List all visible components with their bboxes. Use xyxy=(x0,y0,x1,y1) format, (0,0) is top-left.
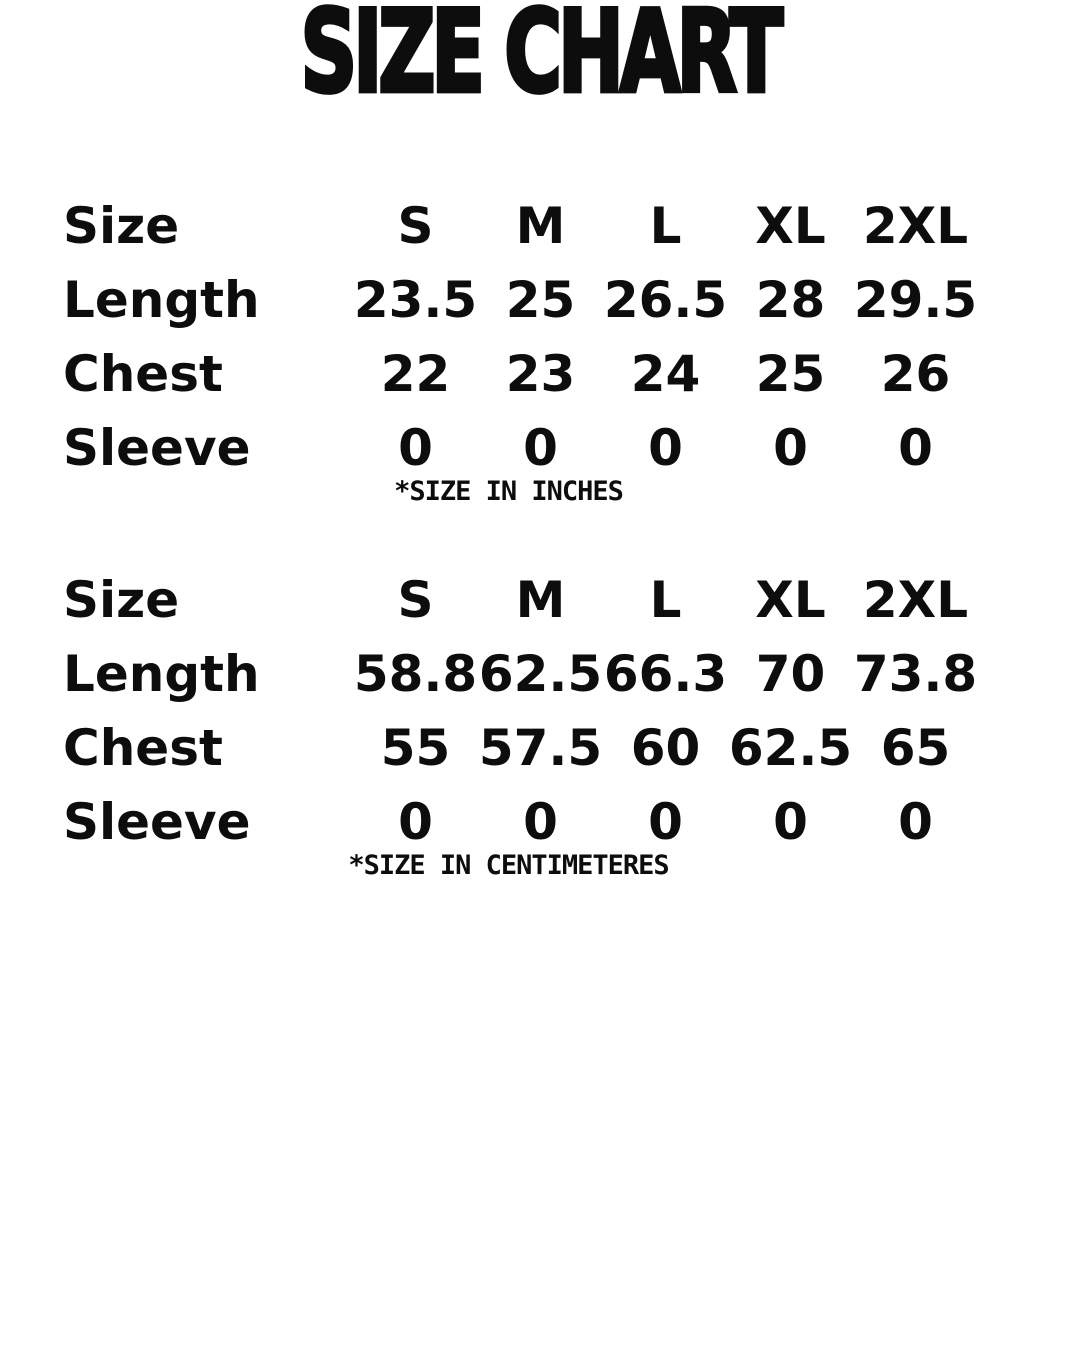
col-header-size-label: Size xyxy=(63,571,180,629)
col-header-s: S xyxy=(397,571,434,629)
value-cell: 29.5 xyxy=(853,271,978,329)
value-cell: 0 xyxy=(648,793,683,851)
row-label-chest: Chest xyxy=(63,719,223,777)
value-cell: 24 xyxy=(630,345,701,403)
header-row xyxy=(0,563,1080,637)
col-header-size-label: Size xyxy=(63,197,180,255)
value-cell: 0 xyxy=(398,419,433,477)
page-title: SIZE CHART xyxy=(300,0,780,119)
value-cell: 25 xyxy=(755,345,826,403)
row-label-length: Length xyxy=(63,271,260,329)
unit-note-centimeters: *SIZE IN CENTIMETERES xyxy=(348,850,669,881)
value-cell: 0 xyxy=(398,793,433,851)
value-cell: 0 xyxy=(773,793,808,851)
col-header-l: L xyxy=(649,197,682,255)
value-cell: 55 xyxy=(380,719,451,777)
value-cell: 0 xyxy=(898,419,933,477)
col-header-s: S xyxy=(397,197,434,255)
row-sleeve xyxy=(0,411,1080,485)
row-length xyxy=(0,263,1080,337)
row-chest xyxy=(0,711,1080,785)
value-cell: 60 xyxy=(630,719,701,777)
header-row xyxy=(0,189,1080,263)
col-header-m: M xyxy=(515,571,566,629)
value-cell: 26.5 xyxy=(603,271,728,329)
col-header-m: M xyxy=(515,197,566,255)
value-cell: 25 xyxy=(505,271,576,329)
value-cell: 26 xyxy=(880,345,951,403)
size-table-inches xyxy=(0,189,1080,507)
value-cell: 0 xyxy=(773,419,808,477)
row-sleeve xyxy=(0,785,1080,859)
col-header-2xl: 2XL xyxy=(862,197,969,255)
value-cell: 23.5 xyxy=(353,271,478,329)
value-cell: 62.5 xyxy=(478,645,603,703)
row-label-sleeve: Sleeve xyxy=(63,793,251,851)
col-header-xl: XL xyxy=(755,571,826,629)
value-cell: 0 xyxy=(898,793,933,851)
value-cell: 66.3 xyxy=(603,645,728,703)
value-cell: 58.8 xyxy=(353,645,478,703)
size-table-centimeters xyxy=(0,563,1080,881)
value-cell: 28 xyxy=(755,271,826,329)
col-header-xl: XL xyxy=(755,197,826,255)
unit-note-inches: *SIZE IN INCHES xyxy=(394,476,623,507)
row-label-chest: Chest xyxy=(63,345,223,403)
value-cell: 23 xyxy=(505,345,576,403)
row-chest xyxy=(0,337,1080,411)
col-header-l: L xyxy=(649,571,682,629)
value-cell: 0 xyxy=(523,419,558,477)
value-cell: 0 xyxy=(523,793,558,851)
col-header-2xl: 2XL xyxy=(862,571,969,629)
value-cell: 65 xyxy=(880,719,951,777)
row-label-length: Length xyxy=(63,645,260,703)
value-cell: 22 xyxy=(380,345,451,403)
value-cell: 73.8 xyxy=(853,645,978,703)
value-cell: 70 xyxy=(755,645,826,703)
title-row xyxy=(0,0,1080,119)
row-length xyxy=(0,637,1080,711)
row-label-sleeve: Sleeve xyxy=(63,419,251,477)
value-cell: 62.5 xyxy=(728,719,853,777)
value-cell: 57.5 xyxy=(478,719,603,777)
value-cell: 0 xyxy=(648,419,683,477)
